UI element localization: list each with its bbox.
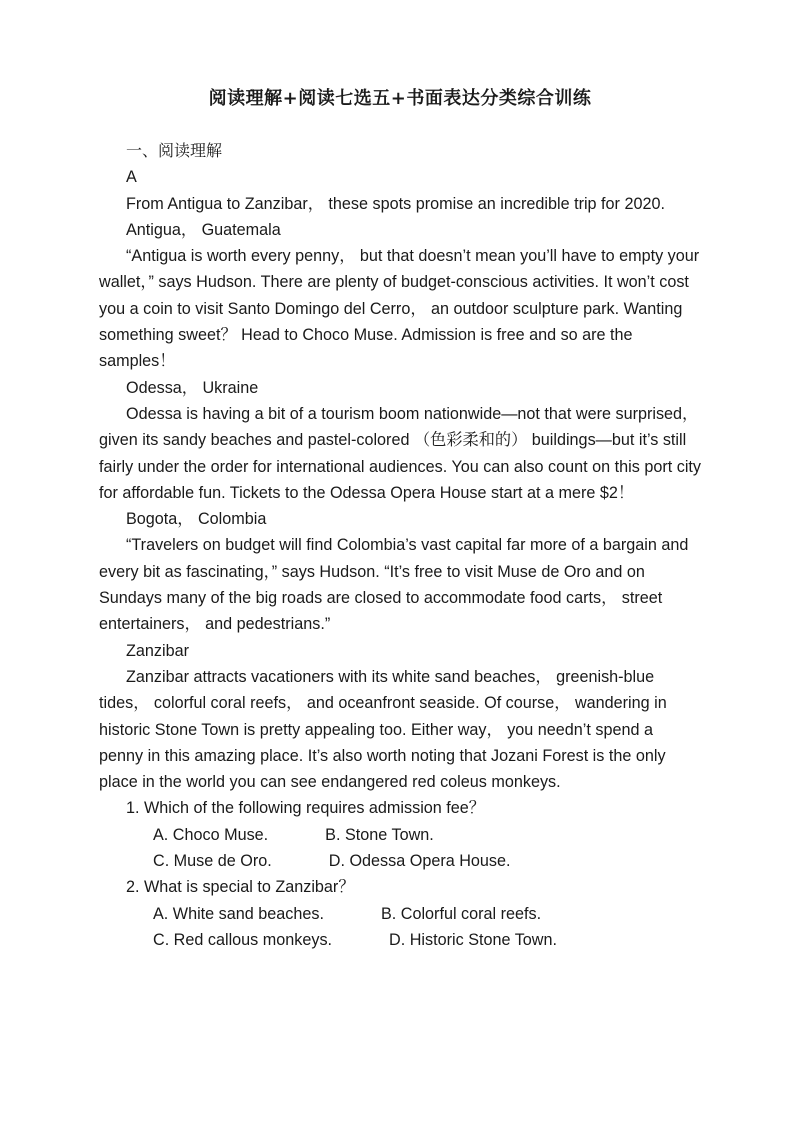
question-1-options-row-2 (99, 848, 701, 874)
passage-intro: From Antigua to Zanzibar， these spots promise an incredible trip for 2020. (126, 194, 665, 213)
place-text-odessa: Odessa is having a bit of a tourism boom nationwide—not that were surprised， given its sandy beaches and pastel-colored （色彩柔和的） buildings—but it’s still fairly under the order for international audiences. You can also count on this port city for affordable fun. Tickets to the Odessa Opera House start at a mere $2！ (99, 404, 702, 502)
passage-label: A (126, 168, 137, 187)
place-heading-antigua: Antigua， Guatemala (126, 220, 281, 239)
page-title: 阅读理解+阅读七选五+书面表达分类综合训练 (208, 88, 592, 109)
place-heading-odessa: Odessa， Ukraine (126, 378, 259, 397)
question-1-option-a[interactable]: A. Choco Muse. (153, 825, 269, 844)
question-2-stem: 2. What is special to Zanzibar？ (126, 878, 355, 897)
section-heading: 一、阅读理解 (126, 141, 223, 160)
question-1-options-row-1 (99, 822, 701, 848)
question-1-option-d[interactable]: D. Odessa Opera House. (328, 852, 511, 871)
question-2-options-row-1 (99, 901, 701, 927)
question-2-options-row-2 (99, 927, 701, 953)
place-text-bogota: “Travelers on budget will find Colombia’s vast capital far more of a bargain and every bit as fascinating，” says Hudson. “It’s free to visit Muse de Oro and on Sundays many of the big roads are closed to accommodate food carts， street entertainers， and pedestrians.” (99, 536, 689, 634)
place-text-zanzibar: Zanzibar attracts vacationers with its white sand beaches， greenish-blue tides， colorful coral reefs， and oceanfront seaside. Of course， wandering in historic Stone Town is pretty appealing too. Either way， you needn’t spend a penny in this amazing place. It’s also worth noting that Jozani Forest is the only place in the world you can see endangered red coleus monkeys. (99, 667, 667, 792)
question-1-stem: 1. Which of the following requires admission fee？ (126, 799, 485, 818)
place-heading-bogota: Bogota， Colombia (126, 510, 267, 529)
question-2-option-a[interactable]: A. White sand beaches. (153, 904, 324, 923)
question-2-option-d[interactable]: D. Historic Stone Town. (389, 930, 557, 949)
place-text-antigua: “Antigua is worth every penny， but that doesn’t mean you’ll have to empty your wallet，” says Hudson. There are plenty of budget-conscious activities. It won’t cost you a coin to visit Santo Domingo del Cerro， an outdoor sculpture park. Wanting something sweet？ Head to Choco Muse. Admission is free and so are the samples！ (99, 247, 700, 371)
question-2-option-b[interactable]: B. Colorful coral reefs. (380, 904, 542, 923)
question-1-option-c[interactable]: C. Muse de Oro. (153, 852, 272, 871)
question-2-option-c[interactable]: C. Red callous monkeys. (153, 930, 333, 949)
question-1-option-b[interactable]: B. Stone Town. (325, 825, 434, 844)
document-body (99, 138, 701, 953)
place-heading-zanzibar: Zanzibar (126, 641, 189, 660)
